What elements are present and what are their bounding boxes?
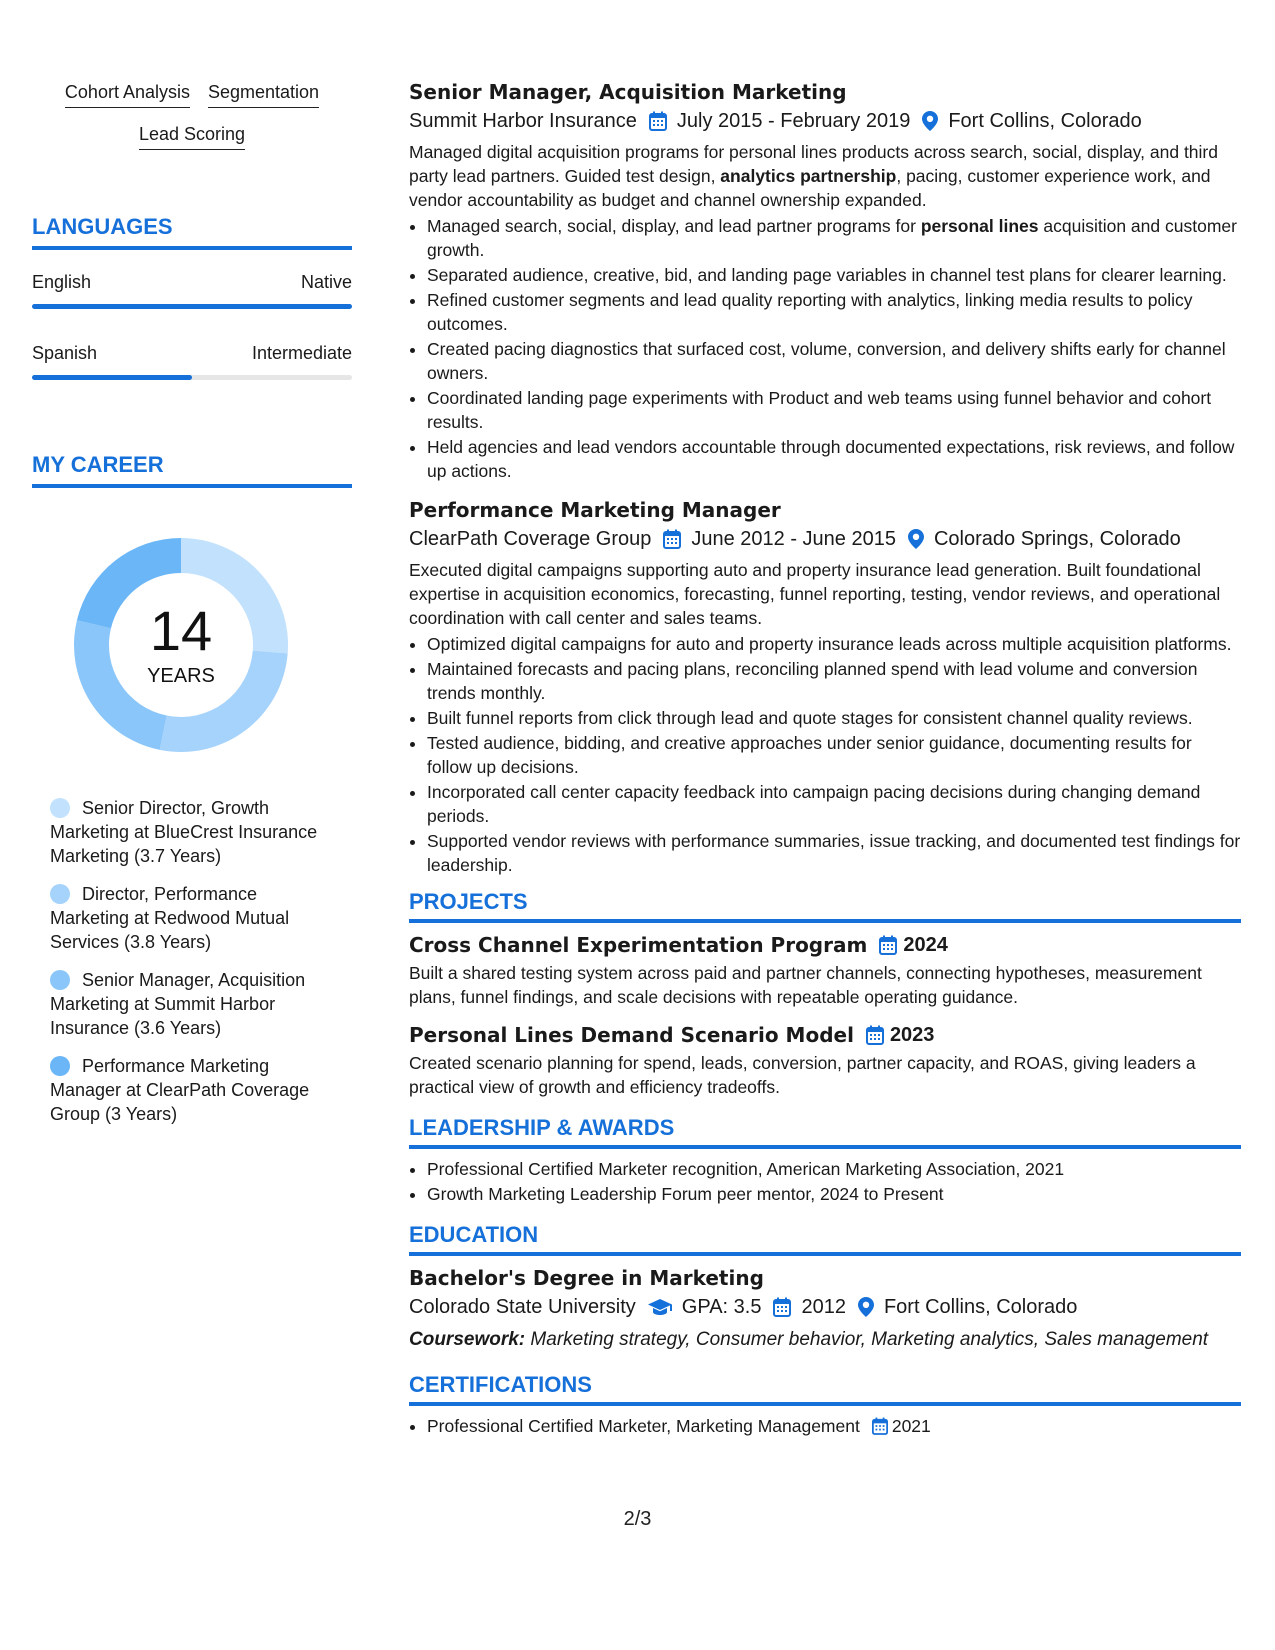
awards-list	[409, 1157, 1241, 1206]
job-location: Colorado Springs, Colorado	[933, 528, 1181, 550]
education-meta	[409, 1292, 1241, 1322]
job-bullet: • Separated audience, creative, bid, and landing page variables in channel test plans for clearer learning.	[427, 263, 1241, 287]
calendar-icon	[879, 935, 897, 955]
job-bullet: • Supported vendor reviews with performance summaries, issue tracking, and documented test findings for leadership.	[427, 829, 1241, 877]
job-title: Senior Manager, Acquisition Marketing	[409, 80, 847, 104]
education-item	[409, 1264, 1241, 1352]
project-description: Created scenario planning for spend, leads, conversion, partner capacity, and ROAS, giving leaders a practical view of growth and efficiency tradeoffs.	[409, 1053, 1196, 1097]
languages-heading: LANGUAGES	[32, 214, 352, 250]
graduation-cap-icon	[648, 1298, 672, 1316]
career-legend-item	[50, 968, 340, 1040]
job-bullet: • Created pacing diagnostics that surfaced cost, volume, conversion, and delivery shifts early for channel owners.	[427, 337, 1241, 385]
job-bullets	[409, 214, 1241, 483]
job-bullet: • Refined customer segments and lead quality reporting with analytics, linking media results to policy outcomes.	[427, 288, 1241, 336]
location-pin-icon	[908, 529, 924, 549]
page-number: 2/3	[623, 1508, 652, 1530]
job-bullets	[409, 632, 1241, 877]
awards-heading: LEADERSHIP & AWARDS	[409, 1113, 1241, 1149]
legend-dot	[50, 798, 70, 818]
language-name: Spanish	[32, 343, 98, 363]
calendar-icon	[649, 111, 667, 131]
certification-item	[427, 1414, 1241, 1438]
coursework: Coursework: Marketing strategy, Consumer behavior, Marketing analytics, Sales management	[409, 1329, 1209, 1350]
career-years-label: YEARS	[147, 664, 215, 687]
company-name: ClearPath Coverage Group	[409, 528, 652, 550]
language-bar	[32, 375, 352, 380]
project-name: Personal Lines Demand Scenario Model	[409, 1023, 854, 1047]
job-description: Executed digital campaigns supporting auto and property insurance lead generation. Built foundational expertise in acquisition economics, forecasting, funnel reporting, testing, vendor reviews, and operational coordination with call center and sales teams.	[409, 560, 1221, 628]
experience-item	[409, 78, 1241, 483]
company-name: Summit Harbor Insurance	[409, 110, 637, 132]
location-pin-icon	[858, 1297, 874, 1317]
career-legend-item	[50, 882, 340, 954]
award-item: • Growth Marketing Leadership Forum peer mentor, 2024 to Present	[427, 1182, 1241, 1206]
certifications-heading: CERTIFICATIONS	[409, 1370, 1241, 1406]
career-legend-item	[50, 796, 340, 868]
career-legend-label: Performance Marketing Manager at ClearPath Coverage Group (3 Years)	[50, 1056, 310, 1124]
skill-tag: Cohort Analysis	[65, 80, 190, 108]
language-bar-fill	[32, 304, 352, 309]
job-meta	[409, 106, 1241, 136]
school-location: Fort Collins, Colorado	[883, 1296, 1078, 1318]
project-name: Cross Channel Experimentation Program	[409, 933, 868, 957]
sidebar	[32, 80, 352, 1140]
gpa: GPA: 3.5	[681, 1296, 762, 1318]
job-title: Performance Marketing Manager	[409, 498, 781, 522]
job-bullet: • Maintained forecasts and pacing plans, reconciling planned spend with lead volume and conversion trends monthly.	[427, 657, 1241, 705]
location-pin-icon	[922, 111, 938, 131]
school-name: Colorado State University	[409, 1296, 636, 1318]
language-item	[32, 270, 352, 309]
job-bullet: • Tested audience, bidding, and creative approaches under senior guidance, documenting results for follow up decisions.	[427, 731, 1241, 779]
project-item	[409, 1021, 1241, 1099]
experience-item	[409, 496, 1241, 877]
project-year: 2023	[889, 1024, 935, 1046]
legend-dot	[50, 1056, 70, 1076]
certification-year: 2021	[891, 1416, 931, 1436]
calendar-icon	[663, 529, 681, 549]
career-legend-label: Senior Director, Growth Marketing at BlueCrest Insurance Marketing (3.7 Years)	[50, 798, 318, 866]
job-dates: June 2012 - June 2015	[691, 528, 896, 550]
certification-name: • Professional Certified Marketer, Marketing Management	[427, 1416, 860, 1436]
award-item: • Professional Certified Marketer recognition, American Marketing Association, 2021	[427, 1157, 1241, 1181]
certifications-list	[409, 1414, 1241, 1438]
job-bullet: • Built funnel reports from click through lead and quote stages for consistent channel quality reviews.	[427, 706, 1241, 730]
job-bullet: • Held agencies and lead vendors accountable through documented expectations, risk reviews, and follow up actions.	[427, 435, 1241, 483]
calendar-icon	[866, 1025, 884, 1045]
job-location: Fort Collins, Colorado	[948, 110, 1142, 132]
legend-dot	[50, 970, 70, 990]
job-meta	[409, 524, 1241, 554]
language-level: Intermediate	[251, 343, 352, 363]
projects-heading: PROJECTS	[409, 887, 1241, 923]
calendar-icon	[872, 1417, 888, 1435]
career-legend-item	[50, 1054, 340, 1126]
career-legend-label: Director, Performance Marketing at Redwood Mutual Services (3.8 Years)	[50, 884, 290, 952]
job-description: Managed digital acquisition programs for personal lines products across search, social, display, and third party lead partners. Guided test design, analytics partnership, pacing, customer experience work, and vendor accountability as budget and channel ownership expanded.	[409, 142, 1218, 210]
degree-title: Bachelor's Degree in Marketing	[409, 1266, 764, 1290]
skills-list	[32, 80, 352, 150]
career-heading: MY CAREER	[32, 452, 352, 488]
career-donut-chart	[66, 530, 296, 760]
language-name: English	[32, 272, 92, 292]
legend-dot	[50, 884, 70, 904]
project-description: Built a shared testing system across paid and partner channels, connecting hypotheses, measurement plans, funnel findings, and scale decisions with repeatable operating guidance.	[409, 963, 1202, 1007]
project-year: 2024	[903, 934, 948, 956]
career-total-years: 14	[149, 598, 213, 662]
project-item	[409, 931, 1241, 1009]
calendar-icon	[773, 1297, 791, 1317]
job-bullet: • Optimized digital campaigns for auto and property insurance leads across multiple acquisition platforms.	[427, 632, 1241, 656]
language-bar-fill	[32, 375, 192, 380]
graduation-year: 2012	[801, 1296, 846, 1318]
job-bullet: • Coordinated landing page experiments with Product and web teams using funnel behavior and cohort results.	[427, 386, 1241, 434]
language-level: Native	[300, 272, 352, 292]
skill-tag: Segmentation	[208, 80, 319, 108]
career-legend-label: Senior Manager, Acquisition Marketing at Summit Harbor Insurance (3.6 Years)	[50, 970, 306, 1038]
job-bullet: • Managed search, social, display, and lead partner programs for personal lines acquisition and customer growth.	[427, 214, 1241, 262]
career-legend	[50, 796, 340, 1126]
language-bar	[32, 304, 352, 309]
job-dates: July 2015 - February 2019	[676, 110, 911, 132]
job-bullet: • Incorporated call center capacity feedback into campaign pacing decisions during changing demand periods.	[427, 780, 1241, 828]
language-item	[32, 341, 352, 380]
main-content	[409, 78, 1241, 1439]
education-heading: EDUCATION	[409, 1220, 1241, 1256]
skill-tag: Lead Scoring	[139, 122, 245, 150]
